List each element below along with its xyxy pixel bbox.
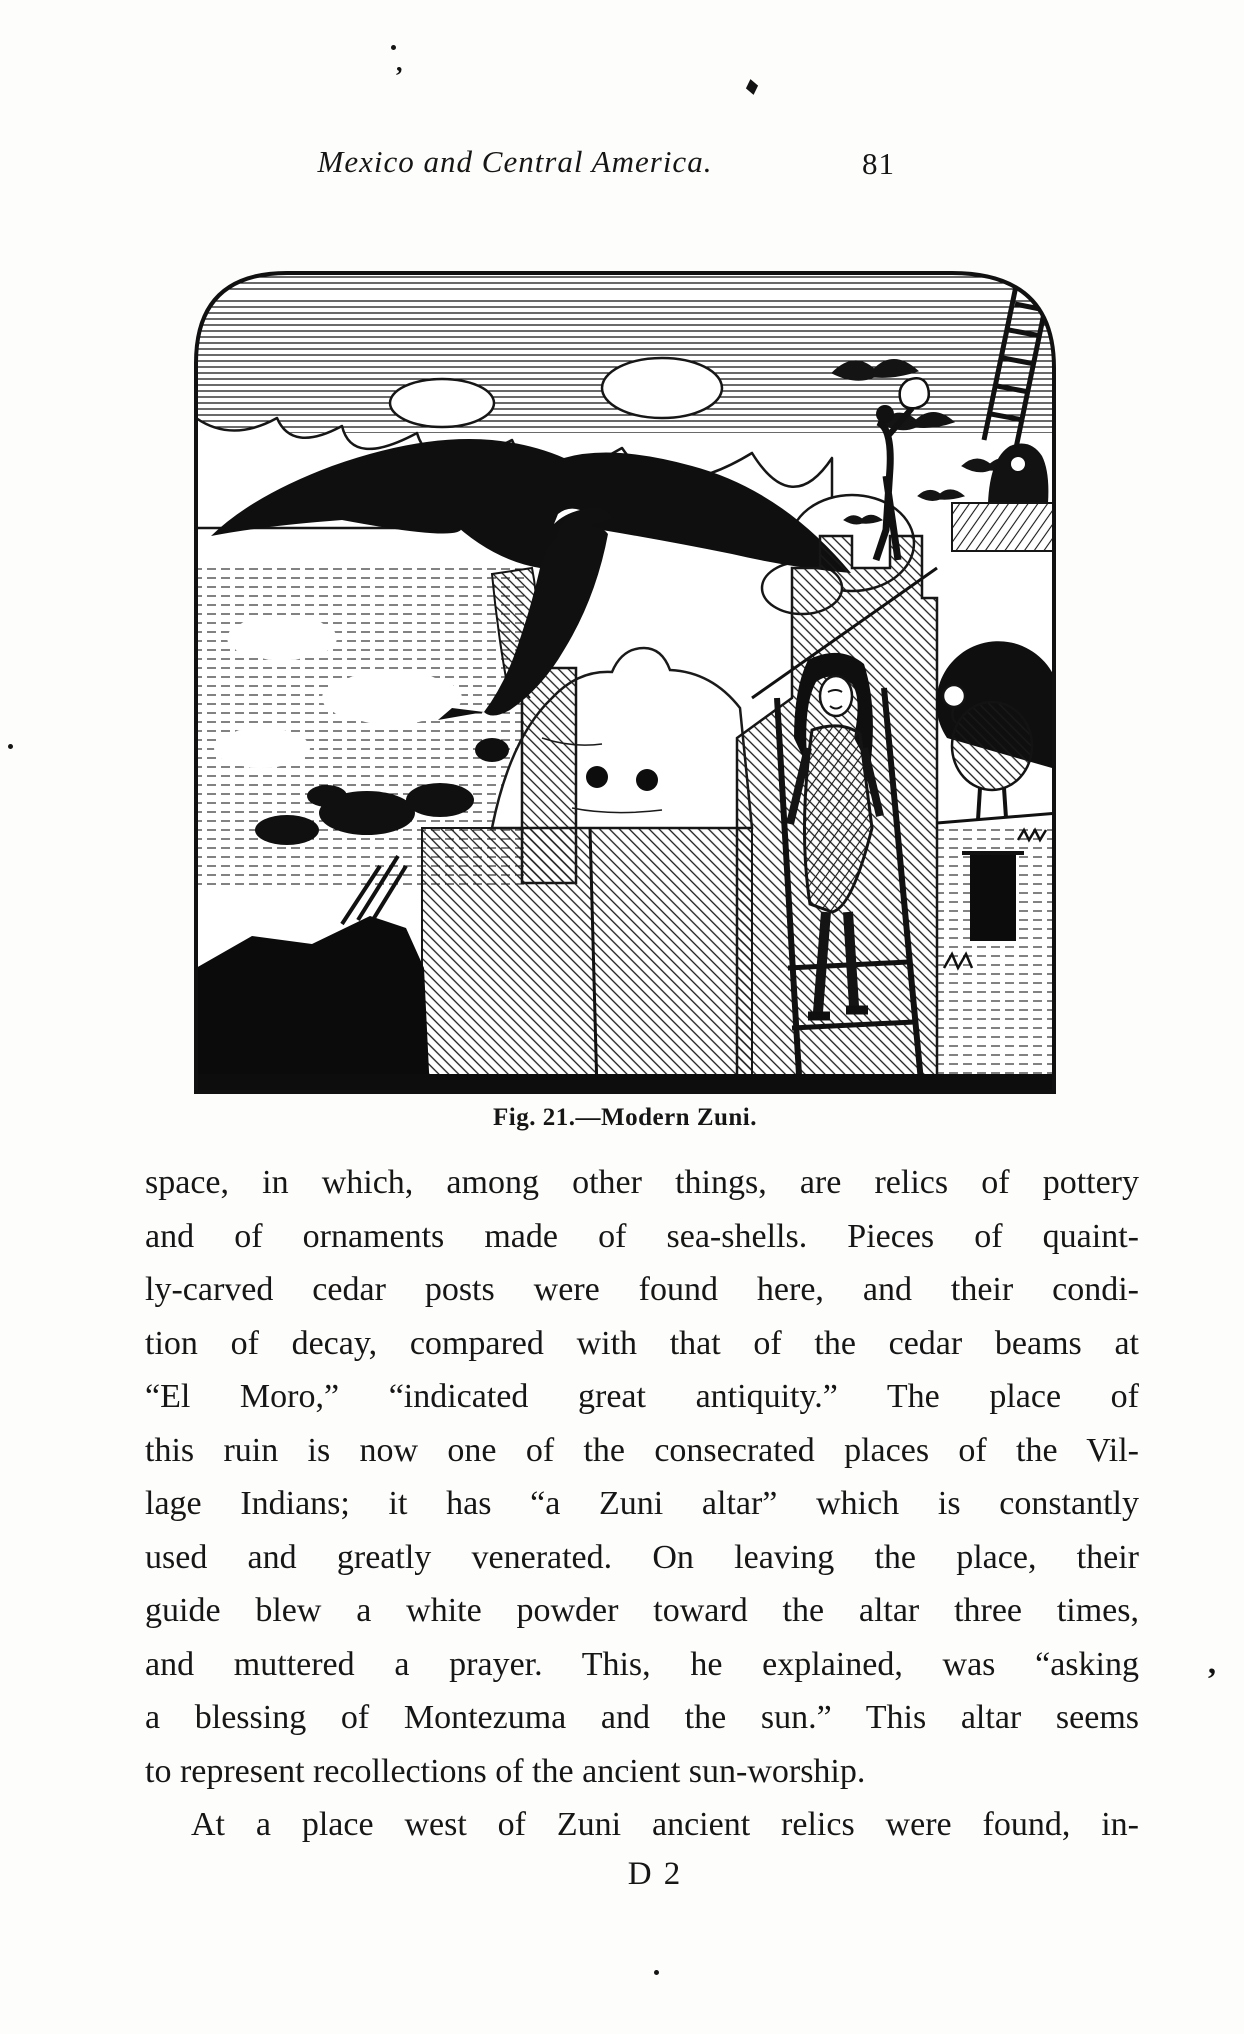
body-line: this ruin is now one of the consecrated places of the Vil- [145,1431,1139,1469]
figure-caption: Fig. 21.—Modern Zuni. [493,1104,757,1131]
courtyard [937,828,1058,1092]
body-line: guide blew a white powder toward the altar three times, [145,1592,1139,1629]
page-number: 81 [862,146,895,181]
body-line: and muttered a prayer. This, he explained, was “asking [145,1645,1139,1683]
body-line: “El Moro,” “indicated great antiquity.” The place of [145,1378,1139,1415]
body-line: tion of decay, compared with that of the cedar beams at [145,1324,1139,1362]
figure-illustration [192,268,1058,1096]
body-line: used and greatly venerated. On leaving the place, their [145,1538,1139,1576]
body-line-paragraph-start: At a place west of Zuni ancient relics were found, in- [191,1806,1139,1843]
scan-comma: , [396,48,403,77]
body-line: a blessing of Montezuma and the sun.” This altar seems [145,1699,1139,1736]
adobe-wall [422,828,752,1092]
scan-margin-comma: , [1208,1644,1216,1680]
modern-zuni-engraving [192,268,1058,1096]
running-head-title: Mexico and Central America. [317,144,713,179]
body-line: space, in which, among other things, are relics of pottery [145,1164,1139,1201]
signature-mark: D 2 [627,1856,683,1892]
body-line: and of ornaments made of sea-shells. Pieces of quaint- [145,1217,1139,1255]
scan-speck [654,1970,659,1975]
small-animal [475,738,509,762]
scan-speck [746,79,758,95]
body-line: to represent recollections of the ancient sun-worship. [145,1752,866,1790]
dark-doorway [970,853,1016,941]
body-line: ly-carved cedar posts were found here, and their condi- [145,1271,1139,1308]
body-line: lage Indians; it has “a Zuni altar” which is constantly [145,1485,1139,1522]
scan-speck [8,744,13,749]
body-text [145,1156,1139,1852]
